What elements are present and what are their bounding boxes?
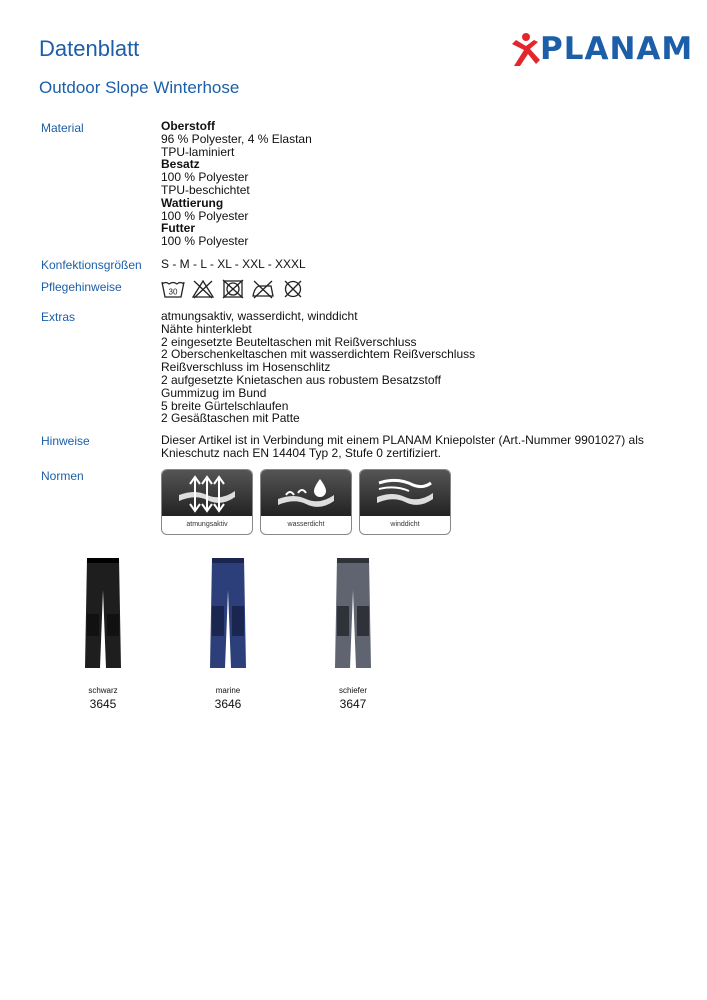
product-variant [58, 556, 148, 711]
trousers-black-image [75, 556, 131, 670]
no-tumble-dry-icon [221, 279, 245, 299]
sizes-label: Konfektionsgrößen [41, 258, 142, 272]
extras-line: Reißverschluss im Hosenschlitz [161, 360, 331, 375]
material-line: TPU-beschichtet [161, 182, 250, 197]
extras-line: Gummizug im Bund [161, 385, 267, 400]
badge-breathable [161, 469, 253, 535]
care-label: Pflegehinweise [41, 280, 122, 294]
wash-temp-text: 30 [168, 287, 178, 297]
material-label: Material [41, 121, 84, 135]
extras-line: 2 aufgesetzte Knietaschen aus robustem Besatzstoff [161, 372, 441, 387]
product-number: 3646 [214, 697, 242, 711]
logo-text: PLANAM [540, 31, 694, 67]
normen-badges [161, 469, 451, 535]
trousers-grey-image [325, 556, 381, 670]
material-list [161, 120, 312, 248]
extras-line: 2 Gesäßtaschen mit Patte [161, 411, 300, 426]
extras-line: Nähte hinterklebt [161, 321, 252, 336]
extras-line: 5 breite Gürtelschlaufen [161, 398, 289, 413]
badge-caption: atmungsaktiv [186, 521, 228, 528]
windproof-icon [373, 473, 437, 513]
hinweise-label: Hinweise [41, 434, 90, 448]
material-line: Besatz [161, 157, 200, 172]
extras-line: atmungsaktiv, wasserdicht, winddicht [161, 309, 358, 323]
no-iron-icon [251, 279, 275, 299]
material-line: Wattierung [161, 195, 224, 210]
waterproof-icon [274, 473, 338, 513]
care-symbols [161, 279, 305, 299]
extras-list [161, 310, 475, 425]
no-bleach-icon [191, 279, 215, 299]
sizes-value: S - M - L - XL - XXL - XXXL [161, 257, 306, 271]
product-variant [308, 556, 398, 711]
normen-label: Normen [41, 469, 84, 483]
wash-30-icon [161, 279, 185, 299]
product-color-name: schiefer [338, 686, 367, 695]
product-color-name: schwarz [88, 686, 118, 695]
planam-logo [510, 30, 694, 70]
extras-line: 2 eingesetzte Beuteltaschen mit Reißverschluss [161, 334, 417, 349]
extras-line: 2 Oberschenkeltaschen mit wasserdichtem Reißverschluss [161, 347, 476, 362]
material-line: Oberstoff [161, 119, 215, 133]
badge-caption: winddicht [390, 521, 420, 528]
badge-windproof [359, 469, 451, 535]
no-dry-clean-icon [281, 279, 305, 299]
material-line: 96 % Polyester, 4 % Elastan [161, 131, 312, 146]
hinweise-line: Dieser Artikel ist in Verbindung mit einem PLANAM Kniepolster (Art.-Nummer 9901027) als [161, 433, 644, 447]
material-line: 100 % Polyester [161, 170, 249, 185]
material-line: 100 % Polyester [161, 234, 249, 249]
hinweise-text [161, 434, 644, 460]
product-number: 3645 [89, 697, 117, 711]
product-variant [183, 556, 273, 711]
extras-label: Extras [41, 310, 76, 324]
product-title: Outdoor Slope Winterhose [39, 78, 240, 97]
trousers-navy-image [200, 556, 256, 670]
badge-caption: wasserdicht [287, 521, 325, 528]
material-line: Futter [161, 221, 195, 236]
breathable-icon [175, 473, 239, 513]
logo-figure-icon [510, 32, 540, 68]
hinweise-line: Knieschutz nach EN 14404 Typ 2, Stufe 0 zertifiziert. [161, 445, 441, 460]
material-line: 100 % Polyester [161, 208, 249, 223]
page-title: Datenblatt [39, 36, 140, 61]
badge-waterproof [260, 469, 352, 535]
material-line: TPU-laminiert [161, 144, 235, 159]
product-color-name: marine [215, 686, 241, 695]
product-number: 3647 [339, 697, 367, 711]
